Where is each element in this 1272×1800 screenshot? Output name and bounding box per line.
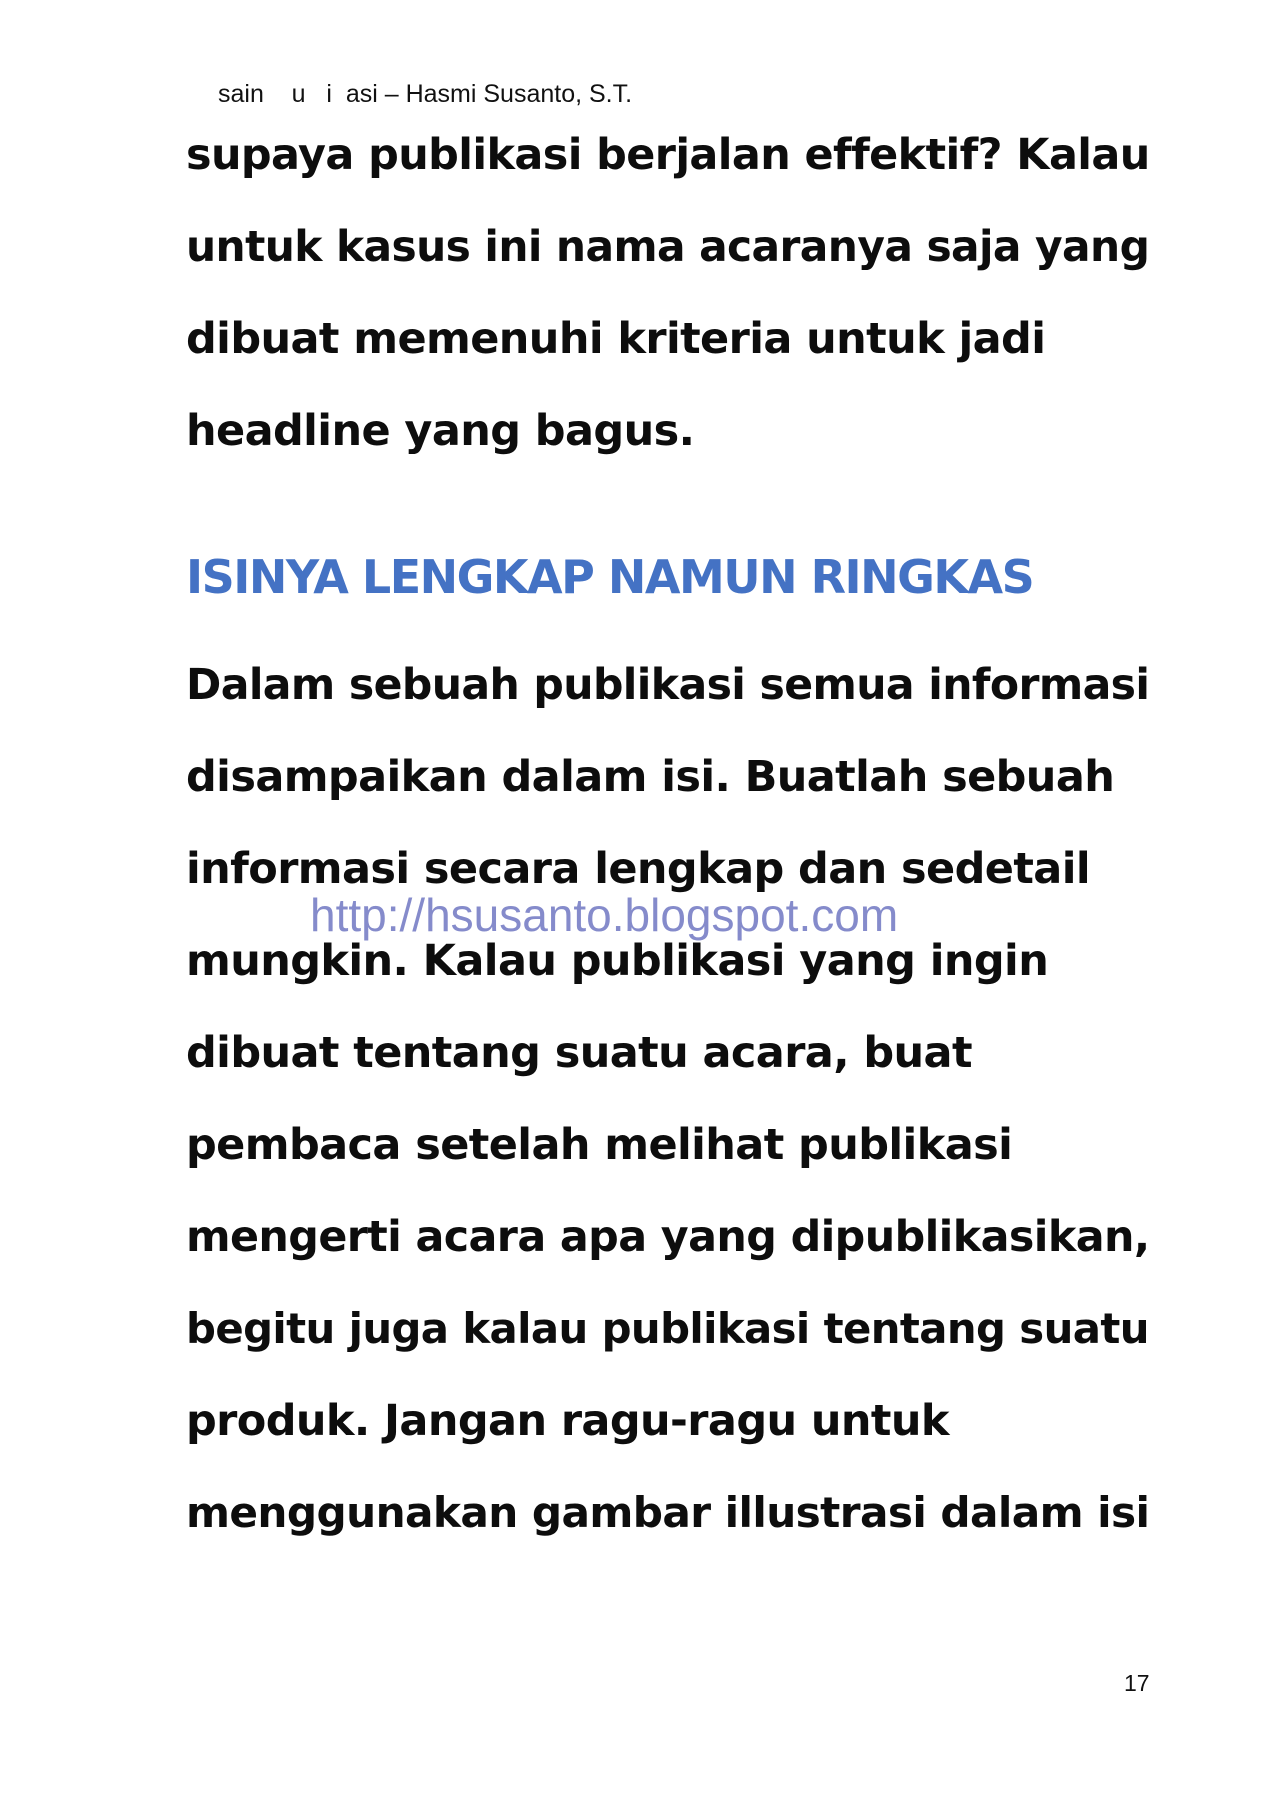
paragraph2-line-7: mengerti acara apa yang dipublikasikan,	[186, 1212, 1150, 1262]
paragraph2-line-3: informasi secara lengkap dan sedetail	[186, 844, 1090, 894]
paragraph2-line-9: produk. Jangan ragu-ragu untuk	[186, 1396, 949, 1446]
paragraph2-line-10: menggunakan gambar illustrasi dalam isi	[186, 1488, 1150, 1537]
paragraph1-line-2: untuk kasus ini nama acaranya saja yang	[186, 222, 1150, 271]
running-header: sain u i asi – Hasmi Susanto, S.T.	[218, 80, 633, 108]
paragraph2-line-6: pembaca setelah melihat publikasi	[186, 1120, 1013, 1170]
paragraph1-line-3: dibuat memenuhi kriteria untuk jadi	[186, 314, 1046, 364]
paragraph2-line-2: disampaikan dalam isi. Buatlah sebuah	[186, 752, 1115, 802]
page-number: 17	[1124, 1670, 1150, 1696]
section-heading: ISINYA LENGKAP NAMUN RINGKAS	[186, 550, 1034, 604]
paragraph2-line-8: begitu juga kalau publikasi tentang suatu	[186, 1304, 1149, 1353]
paragraph2-line-1: Dalam sebuah publikasi semua informasi	[186, 660, 1150, 710]
paragraph2-line-4: mungkin. Kalau publikasi yang ingin	[186, 936, 1049, 986]
paragraph2-line-5: dibuat tentang suatu acara, buat	[186, 1028, 972, 1078]
paragraph1-line-4: headline yang bagus.	[186, 406, 695, 456]
watermark-url: http://hsusanto.blogspot.com	[310, 889, 899, 941]
paragraph1-line-1: supaya publikasi berjalan effektif? Kalau	[186, 130, 1150, 180]
